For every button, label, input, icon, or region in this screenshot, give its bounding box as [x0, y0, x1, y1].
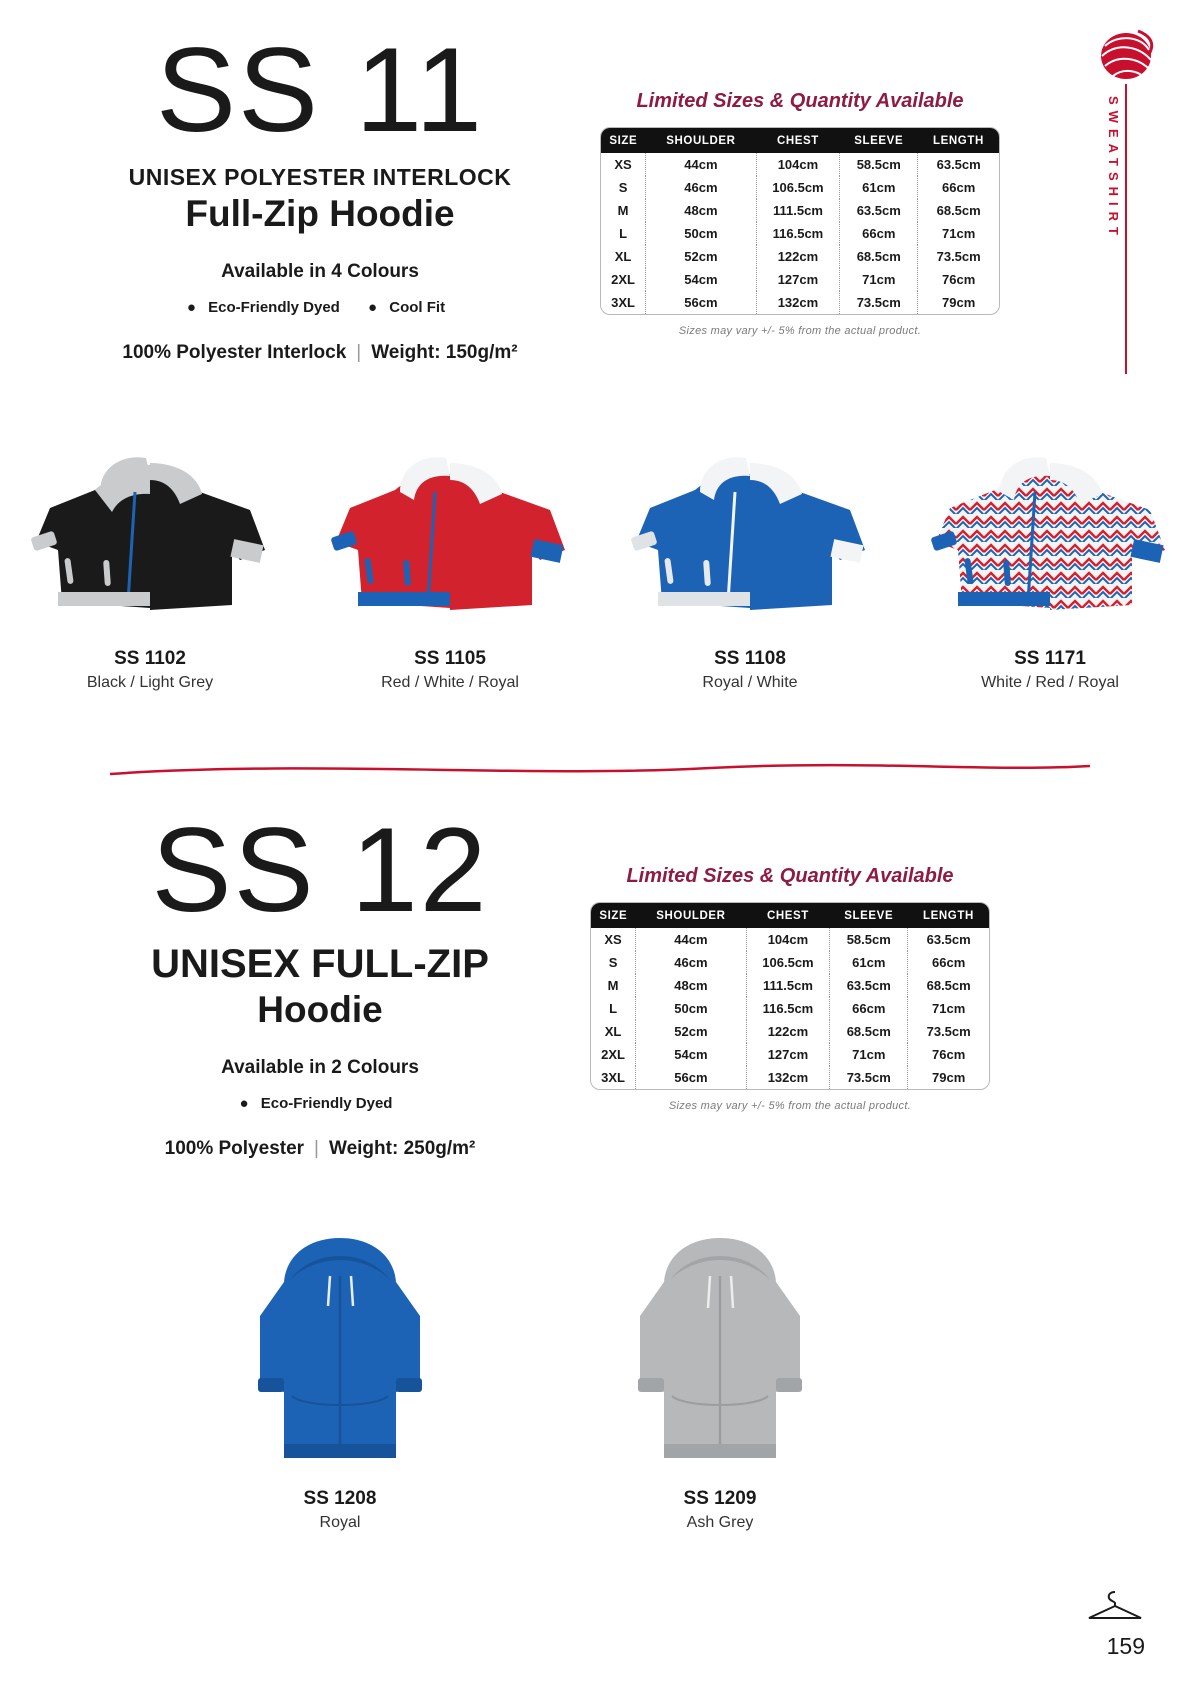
cell: 54cm — [636, 1043, 747, 1066]
ss11-features — [60, 299, 580, 316]
cell: 50cm — [646, 222, 757, 245]
table-row — [591, 1043, 989, 1066]
ss12-product-row — [150, 1220, 910, 1532]
product-ss1171 — [900, 430, 1191, 692]
ss11-subtitle-1: UNISEX POLYESTER INTERLOCK — [128, 164, 512, 190]
ss1108-code: SS 1108 — [714, 648, 786, 669]
ss1102-code: SS 1102 — [114, 648, 186, 669]
cell: 116.5cm — [746, 997, 829, 1020]
cell: 63.5cm — [840, 199, 918, 222]
cell: 73.5cm — [908, 1020, 989, 1043]
ss12-features — [60, 1095, 580, 1112]
ss11-size-panel — [600, 90, 1000, 337]
cell: 71cm — [840, 268, 918, 291]
cell: 63.5cm — [830, 974, 908, 997]
cell: 132cm — [746, 1066, 829, 1089]
cell: 73.5cm — [840, 291, 918, 314]
cell: 46cm — [636, 951, 747, 974]
cell: 104cm — [746, 928, 829, 951]
ss11-size-table — [601, 128, 999, 314]
col-length: LENGTH — [918, 128, 999, 153]
ss12-subtitle-1: UNISEX FULL-ZIP — [151, 942, 489, 986]
cell: 48cm — [646, 199, 757, 222]
table-row — [601, 222, 999, 245]
cell: S — [608, 955, 618, 970]
cell: 68.5cm — [908, 974, 989, 997]
table-row — [591, 1066, 989, 1089]
table-row — [601, 199, 999, 222]
cell: 46cm — [646, 176, 757, 199]
cell: 111.5cm — [746, 974, 829, 997]
cell: M — [607, 978, 619, 993]
product-ss1105 — [300, 430, 600, 692]
sweatshirt-side-tab — [1083, 28, 1173, 368]
hoodie-image-ss1108 — [600, 430, 900, 640]
cell: L — [619, 226, 628, 241]
cell: 52cm — [636, 1020, 747, 1043]
ss11-weight-text: Weight: 150g/m² — [371, 342, 518, 363]
table-row — [591, 1020, 989, 1043]
product-ss1208 — [150, 1220, 530, 1532]
cell: 44cm — [636, 928, 747, 951]
hoodie-image-ss1208 — [150, 1220, 530, 1480]
cell: 66cm — [840, 222, 918, 245]
ss11-feature-2: ● Cool Fit — [368, 299, 446, 316]
cell: 44cm — [646, 153, 757, 176]
cell: S — [618, 180, 628, 195]
cell: 71cm — [908, 997, 989, 1020]
ss12-size-table — [591, 903, 989, 1089]
col-length: LENGTH — [908, 903, 989, 928]
product-ss1209 — [530, 1220, 910, 1532]
ss12-size-panel — [590, 865, 990, 1112]
table-header-row — [591, 903, 989, 928]
ss12-code: SS 12 — [151, 803, 489, 937]
cell: 79cm — [918, 291, 999, 314]
cell: 2XL — [601, 1047, 625, 1062]
ss1171-code: SS 1171 — [1014, 648, 1086, 669]
ss12-size-note: Sizes may vary +/- 5% from the actual product. — [668, 1100, 912, 1112]
cell: 66cm — [918, 176, 999, 199]
hoodie-image-ss1102 — [0, 430, 300, 640]
cell: 58.5cm — [840, 153, 918, 176]
cell: 116.5cm — [756, 222, 839, 245]
product-ss1102 — [0, 430, 300, 692]
cell: 104cm — [756, 153, 839, 176]
cell: XS — [604, 932, 622, 947]
ss1209-code: SS 1209 — [683, 1488, 757, 1509]
ss12-feature-1: ● Eco-Friendly Dyed — [239, 1095, 393, 1112]
yarn-ball-icon — [1093, 28, 1155, 86]
col-chest: CHEST — [756, 128, 839, 153]
side-tab-label: SWEATSHIRT — [1106, 96, 1121, 241]
cell: M — [617, 203, 629, 218]
cell: 58.5cm — [830, 928, 908, 951]
cell: 132cm — [756, 291, 839, 314]
cell: 73.5cm — [918, 245, 999, 268]
ss1208-code: SS 1208 — [303, 1488, 377, 1509]
cell: 122cm — [746, 1020, 829, 1043]
col-chest: CHEST — [746, 903, 829, 928]
table-row — [591, 997, 989, 1020]
col-sleeve: SLEEVE — [840, 128, 918, 153]
ss11-limited-heading: Limited Sizes & Quantity Available — [636, 90, 964, 112]
table-row — [601, 153, 999, 176]
cell: 61cm — [830, 951, 908, 974]
ss11-composition: 100% Polyester Interlock | Weight: 150g/m² — [122, 342, 518, 363]
ss1102-colors: Black / Light Grey — [86, 674, 214, 691]
ss1105-code: SS 1105 — [414, 648, 486, 669]
col-shoulder: SHOULDER — [636, 903, 747, 928]
cell: 3XL — [611, 295, 635, 310]
cell: 76cm — [918, 268, 999, 291]
table-header-row — [601, 128, 999, 153]
ss11-subtitle-2: Full-Zip Hoodie — [185, 193, 455, 234]
cell: 56cm — [636, 1066, 747, 1089]
ss1105-colors: Red / White / Royal — [381, 674, 519, 691]
hoodie-image-ss1209 — [530, 1220, 910, 1480]
cell: 48cm — [636, 974, 747, 997]
cell: 61cm — [840, 176, 918, 199]
table-row — [591, 974, 989, 997]
cell: 50cm — [636, 997, 747, 1020]
ss1208-colors: Royal — [319, 1514, 361, 1531]
col-sleeve: SLEEVE — [830, 903, 908, 928]
hanger-icon — [1083, 1586, 1147, 1622]
cell: 71cm — [830, 1043, 908, 1066]
cell: 76cm — [908, 1043, 989, 1066]
table-row — [591, 928, 989, 951]
section-divider — [110, 760, 1090, 780]
cell: 68.5cm — [830, 1020, 908, 1043]
cell: 71cm — [918, 222, 999, 245]
ss11-size-note: Sizes may vary +/- 5% from the actual product. — [678, 325, 922, 337]
cell: XL — [614, 249, 632, 264]
ss11-availability: Available in 4 Colours — [221, 261, 419, 282]
cell: 106.5cm — [746, 951, 829, 974]
ss1171-colors: White / Red / Royal — [981, 674, 1119, 691]
ss12-composition-text: 100% Polyester — [164, 1138, 305, 1159]
cell: 79cm — [908, 1066, 989, 1089]
cell: 63.5cm — [918, 153, 999, 176]
table-row — [601, 291, 999, 314]
ss11-feature-1: ● Eco-Friendly Dyed — [186, 299, 340, 316]
side-tab-line — [1125, 84, 1127, 374]
col-size: SIZE — [591, 903, 636, 928]
ss12-composition: 100% Polyester | Weight: 250g/m² — [164, 1138, 476, 1159]
cell: 66cm — [830, 997, 908, 1020]
ss12-limited-heading: Limited Sizes & Quantity Available — [626, 865, 954, 887]
cell: 127cm — [756, 268, 839, 291]
cell: 3XL — [601, 1070, 625, 1085]
cell: 68.5cm — [840, 245, 918, 268]
ss11-product-row — [0, 430, 1191, 692]
table-row — [601, 176, 999, 199]
ss11-composition-text: 100% Polyester Interlock — [122, 342, 347, 363]
cell: 63.5cm — [908, 928, 989, 951]
cell: 2XL — [611, 272, 635, 287]
cell: 122cm — [756, 245, 839, 268]
ss11-info-column — [60, 23, 580, 364]
cell: XS — [614, 157, 632, 172]
cell: 66cm — [908, 951, 989, 974]
cell: 54cm — [646, 268, 757, 291]
ss12-availability: Available in 2 Colours — [221, 1057, 419, 1078]
col-size: SIZE — [601, 128, 646, 153]
cell: 73.5cm — [830, 1066, 908, 1089]
cell: L — [609, 1001, 618, 1016]
cell: 52cm — [646, 245, 757, 268]
ss1108-colors: Royal / White — [702, 674, 798, 691]
ss12-info-column — [60, 803, 580, 1160]
ss1209-colors: Ash Grey — [686, 1514, 754, 1531]
ss11-code: SS 11 — [156, 23, 484, 157]
cell: XL — [604, 1024, 622, 1039]
table-row — [601, 245, 999, 268]
cell: 106.5cm — [756, 176, 839, 199]
product-ss1108 — [600, 430, 900, 692]
ss12-weight-text: Weight: 250g/m² — [328, 1138, 476, 1159]
hoodie-image-ss1171 — [900, 430, 1191, 640]
cell: 56cm — [646, 291, 757, 314]
table-row — [591, 951, 989, 974]
cell: 127cm — [746, 1043, 829, 1066]
cell: 68.5cm — [918, 199, 999, 222]
ss12-subtitle-2: Hoodie — [257, 989, 383, 1030]
col-shoulder: SHOULDER — [646, 128, 757, 153]
cell: 111.5cm — [756, 199, 839, 222]
hoodie-image-ss1105 — [300, 430, 600, 640]
table-row — [601, 268, 999, 291]
page-number: 159 — [1106, 1633, 1145, 1659]
